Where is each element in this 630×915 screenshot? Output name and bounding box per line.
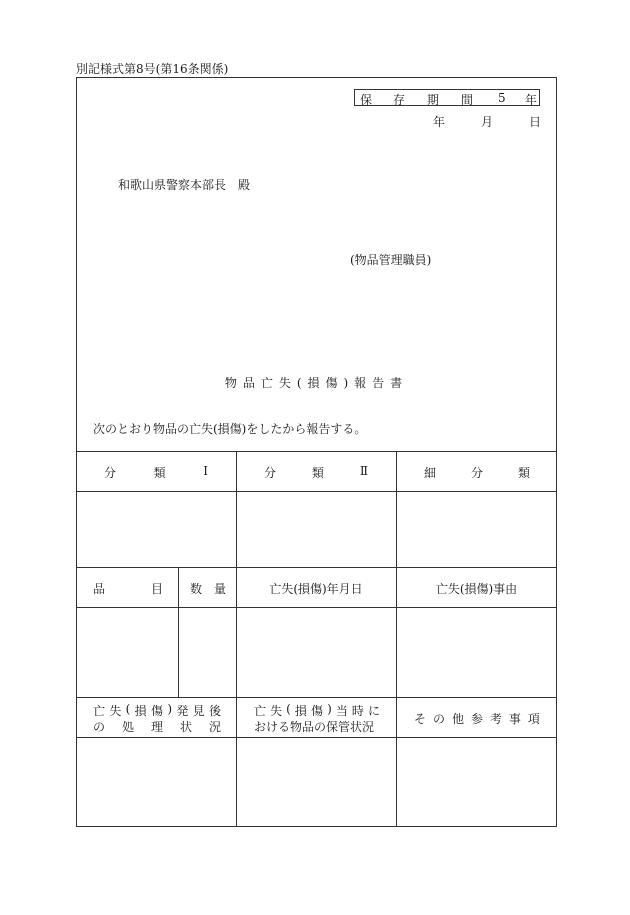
retention-char: 存 — [393, 93, 406, 107]
table-rule — [76, 697, 557, 698]
table-rule — [76, 451, 557, 452]
header-loss-date: 亡失(損傷)年月日 — [269, 582, 363, 596]
retention-char: 年 — [525, 93, 538, 107]
table-rule — [76, 567, 557, 568]
header-category-1: 分 類 Ⅰ — [104, 464, 208, 480]
date-day: 日 — [529, 115, 542, 129]
header-item: 品 目 — [93, 582, 163, 596]
form-caption: 別記様式第8号(第16条関係) — [76, 62, 229, 76]
entry-loss-reason[interactable] — [397, 608, 556, 697]
retention-char: 5 — [498, 91, 506, 105]
entry-loss-date[interactable] — [237, 608, 396, 697]
date-month: 月 — [481, 115, 494, 129]
entry-item[interactable] — [77, 608, 178, 697]
date-year: 年 — [433, 115, 446, 129]
entry-disposal[interactable] — [77, 738, 236, 826]
entry-quantity[interactable] — [179, 608, 236, 697]
header-other-notes: そ の 他 参 考 事 項 — [414, 712, 540, 726]
entry-storage[interactable] — [237, 738, 396, 826]
header-storage-line1: 亡 失 ( 損 傷 ) 当 時 に — [254, 702, 380, 718]
header-category-2: 分 類 Ⅱ — [264, 464, 368, 480]
retention-char: 保 — [360, 93, 373, 107]
reporter-label: (物品管理職員) — [350, 253, 432, 267]
entry-category-2[interactable] — [237, 492, 396, 567]
document-title: 物品亡失(損傷)報告書 — [224, 376, 409, 390]
header-storage-line2: おける物品の保管状況 — [254, 720, 375, 734]
retention-char: 間 — [461, 93, 474, 107]
addressee: 和歌山県警察本部長 殿 — [118, 178, 251, 192]
entry-category-1[interactable] — [77, 492, 236, 567]
retention-char: 期 — [427, 93, 440, 107]
header-loss-reason: 亡失(損傷)事由 — [435, 582, 518, 596]
entry-other-notes[interactable] — [397, 738, 556, 826]
header-disposal-line2: の 処 理 状 況 — [93, 720, 221, 734]
retention-period-box — [354, 89, 540, 106]
entry-subcategory[interactable] — [397, 492, 556, 567]
header-disposal-line1: 亡 失 ( 損 傷 ) 発 見 後 — [93, 702, 221, 718]
header-subcategory: 細 分 類 — [424, 466, 530, 480]
intro-text: 次のとおり物品の亡失(損傷)をしたから報告する。 — [93, 422, 367, 436]
header-quantity: 数 量 — [190, 582, 226, 596]
